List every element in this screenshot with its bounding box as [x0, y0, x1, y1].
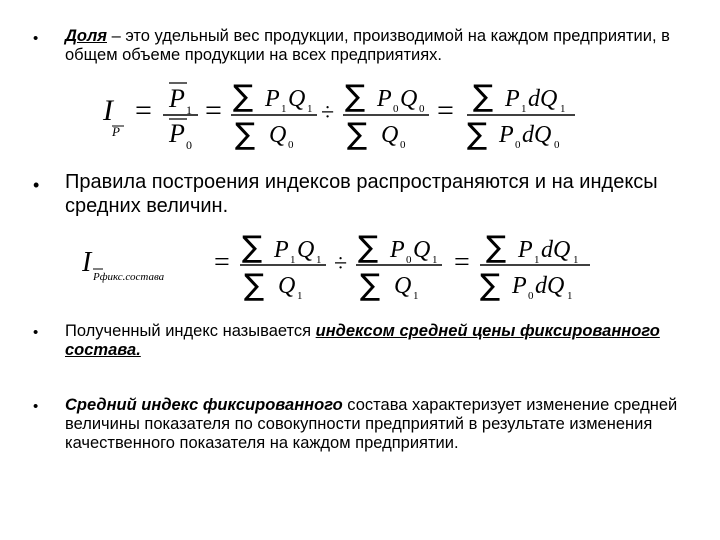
- price-variable: P: [274, 237, 289, 263]
- sum-sign: ∑: [347, 117, 368, 152]
- bullet-mark: •: [33, 30, 39, 47]
- price-variable: P: [518, 237, 533, 263]
- index-name-text: Полученный индекс называется: [65, 322, 316, 340]
- subscript-1: 1: [281, 103, 287, 115]
- sum-sign: ∑: [233, 79, 254, 114]
- price-variable: P: [512, 273, 527, 299]
- subscript-1: 1: [290, 254, 296, 266]
- bullet-mark: •: [33, 175, 40, 195]
- mean-price-0: P: [169, 119, 185, 148]
- quantity-variable: Q: [278, 273, 296, 299]
- term-share: Доля: [65, 27, 107, 45]
- subscript-0: 0: [406, 254, 412, 266]
- subscript-1: 1: [186, 103, 192, 117]
- quantity-variable: Q: [288, 86, 306, 112]
- share-variable: dQ: [522, 122, 552, 148]
- index-symbol: I: [103, 94, 113, 127]
- quantity-variable: Q: [413, 237, 431, 263]
- price-variable: P: [390, 237, 405, 263]
- index-subscript: Pфикс.состава: [93, 271, 165, 283]
- quantity-variable: Q: [394, 273, 412, 299]
- equals-sign: =: [205, 94, 222, 127]
- subscript-1: 1: [560, 103, 566, 115]
- term-average-fixed-composition-index: Средний индекс фиксированного: [65, 396, 343, 414]
- index-subscript: P: [112, 124, 120, 139]
- quantity-variable: Q: [297, 237, 315, 263]
- subscript-0: 0: [186, 138, 192, 152]
- quantity-variable: Q: [400, 86, 418, 112]
- sum-sign: ∑: [360, 268, 381, 303]
- formula-share-index: [95, 74, 595, 154]
- formula-fixed-composition-index-svg: [82, 225, 612, 305]
- price-variable: P: [265, 86, 280, 112]
- fixed-composition-meaning-text: состава характеризует изменение средней величины показателя по совокупности предприятий в результате изменения качественного показателя на каждом предприятии.: [65, 396, 678, 452]
- subscript-1: 1: [534, 254, 540, 266]
- subscript-0: 0: [528, 290, 534, 302]
- subscript-0: 0: [515, 139, 521, 151]
- division-sign: ÷: [321, 100, 335, 126]
- bullet-mark: •: [33, 324, 39, 341]
- subscript-1: 1: [307, 103, 313, 115]
- equals-sign: =: [454, 247, 470, 278]
- index-symbol: I: [82, 247, 92, 278]
- division-sign: ÷: [334, 251, 348, 277]
- share-variable: dQ: [541, 237, 571, 263]
- price-variable: P: [377, 86, 392, 112]
- paragraph-index-name: [65, 322, 702, 360]
- mean-price-1: P: [169, 84, 185, 113]
- subscript-0: 0: [393, 103, 399, 115]
- sum-sign: ∑: [467, 117, 488, 152]
- quantity-variable: Q: [381, 122, 399, 148]
- sum-sign: ∑: [486, 230, 507, 265]
- sum-sign: ∑: [235, 117, 256, 152]
- subscript-0: 0: [554, 139, 560, 151]
- paragraph-share-definition: [65, 27, 702, 65]
- sum-sign: ∑: [345, 79, 366, 114]
- subscript-0: 0: [419, 103, 425, 115]
- bullet-mark: •: [33, 398, 39, 415]
- subscript-1: 1: [297, 290, 303, 302]
- subscript-1: 1: [316, 254, 322, 266]
- subscript-1: 1: [521, 103, 527, 115]
- sum-sign: ∑: [358, 230, 379, 265]
- paragraph-fixed-composition-meaning: [65, 396, 702, 453]
- quantity-variable: Q: [269, 122, 287, 148]
- paragraph-index-rules: Правила построения индексов распространяются и на индексы средних величин.: [65, 171, 658, 217]
- subscript-1: 1: [567, 290, 573, 302]
- subscript-1: 1: [413, 290, 419, 302]
- share-definition-text: – это удельный вес продукции, производимой на каждом предприятии, в общем объеме продукции на всех предприятиях.: [65, 27, 670, 64]
- sum-sign: ∑: [473, 79, 494, 114]
- equals-sign: =: [437, 94, 454, 127]
- share-variable: dQ: [528, 86, 558, 112]
- subscript-1: 1: [432, 254, 438, 266]
- subscript-0: 0: [400, 139, 406, 151]
- equals-sign: =: [214, 247, 230, 278]
- price-variable: P: [499, 122, 514, 148]
- term-average-price-fixed-composition: индексом средней цены фиксированного состава.: [65, 322, 660, 359]
- sum-sign: ∑: [244, 268, 265, 303]
- share-variable: dQ: [535, 273, 565, 299]
- sum-sign: ∑: [480, 268, 501, 303]
- equals-sign: =: [135, 94, 152, 127]
- sum-sign: ∑: [242, 230, 263, 265]
- subscript-1: 1: [573, 254, 579, 266]
- formula-share-index-svg: [95, 74, 595, 154]
- price-variable: P: [505, 86, 520, 112]
- subscript-0: 0: [288, 139, 294, 151]
- formula-fixed-composition-index: [82, 225, 612, 305]
